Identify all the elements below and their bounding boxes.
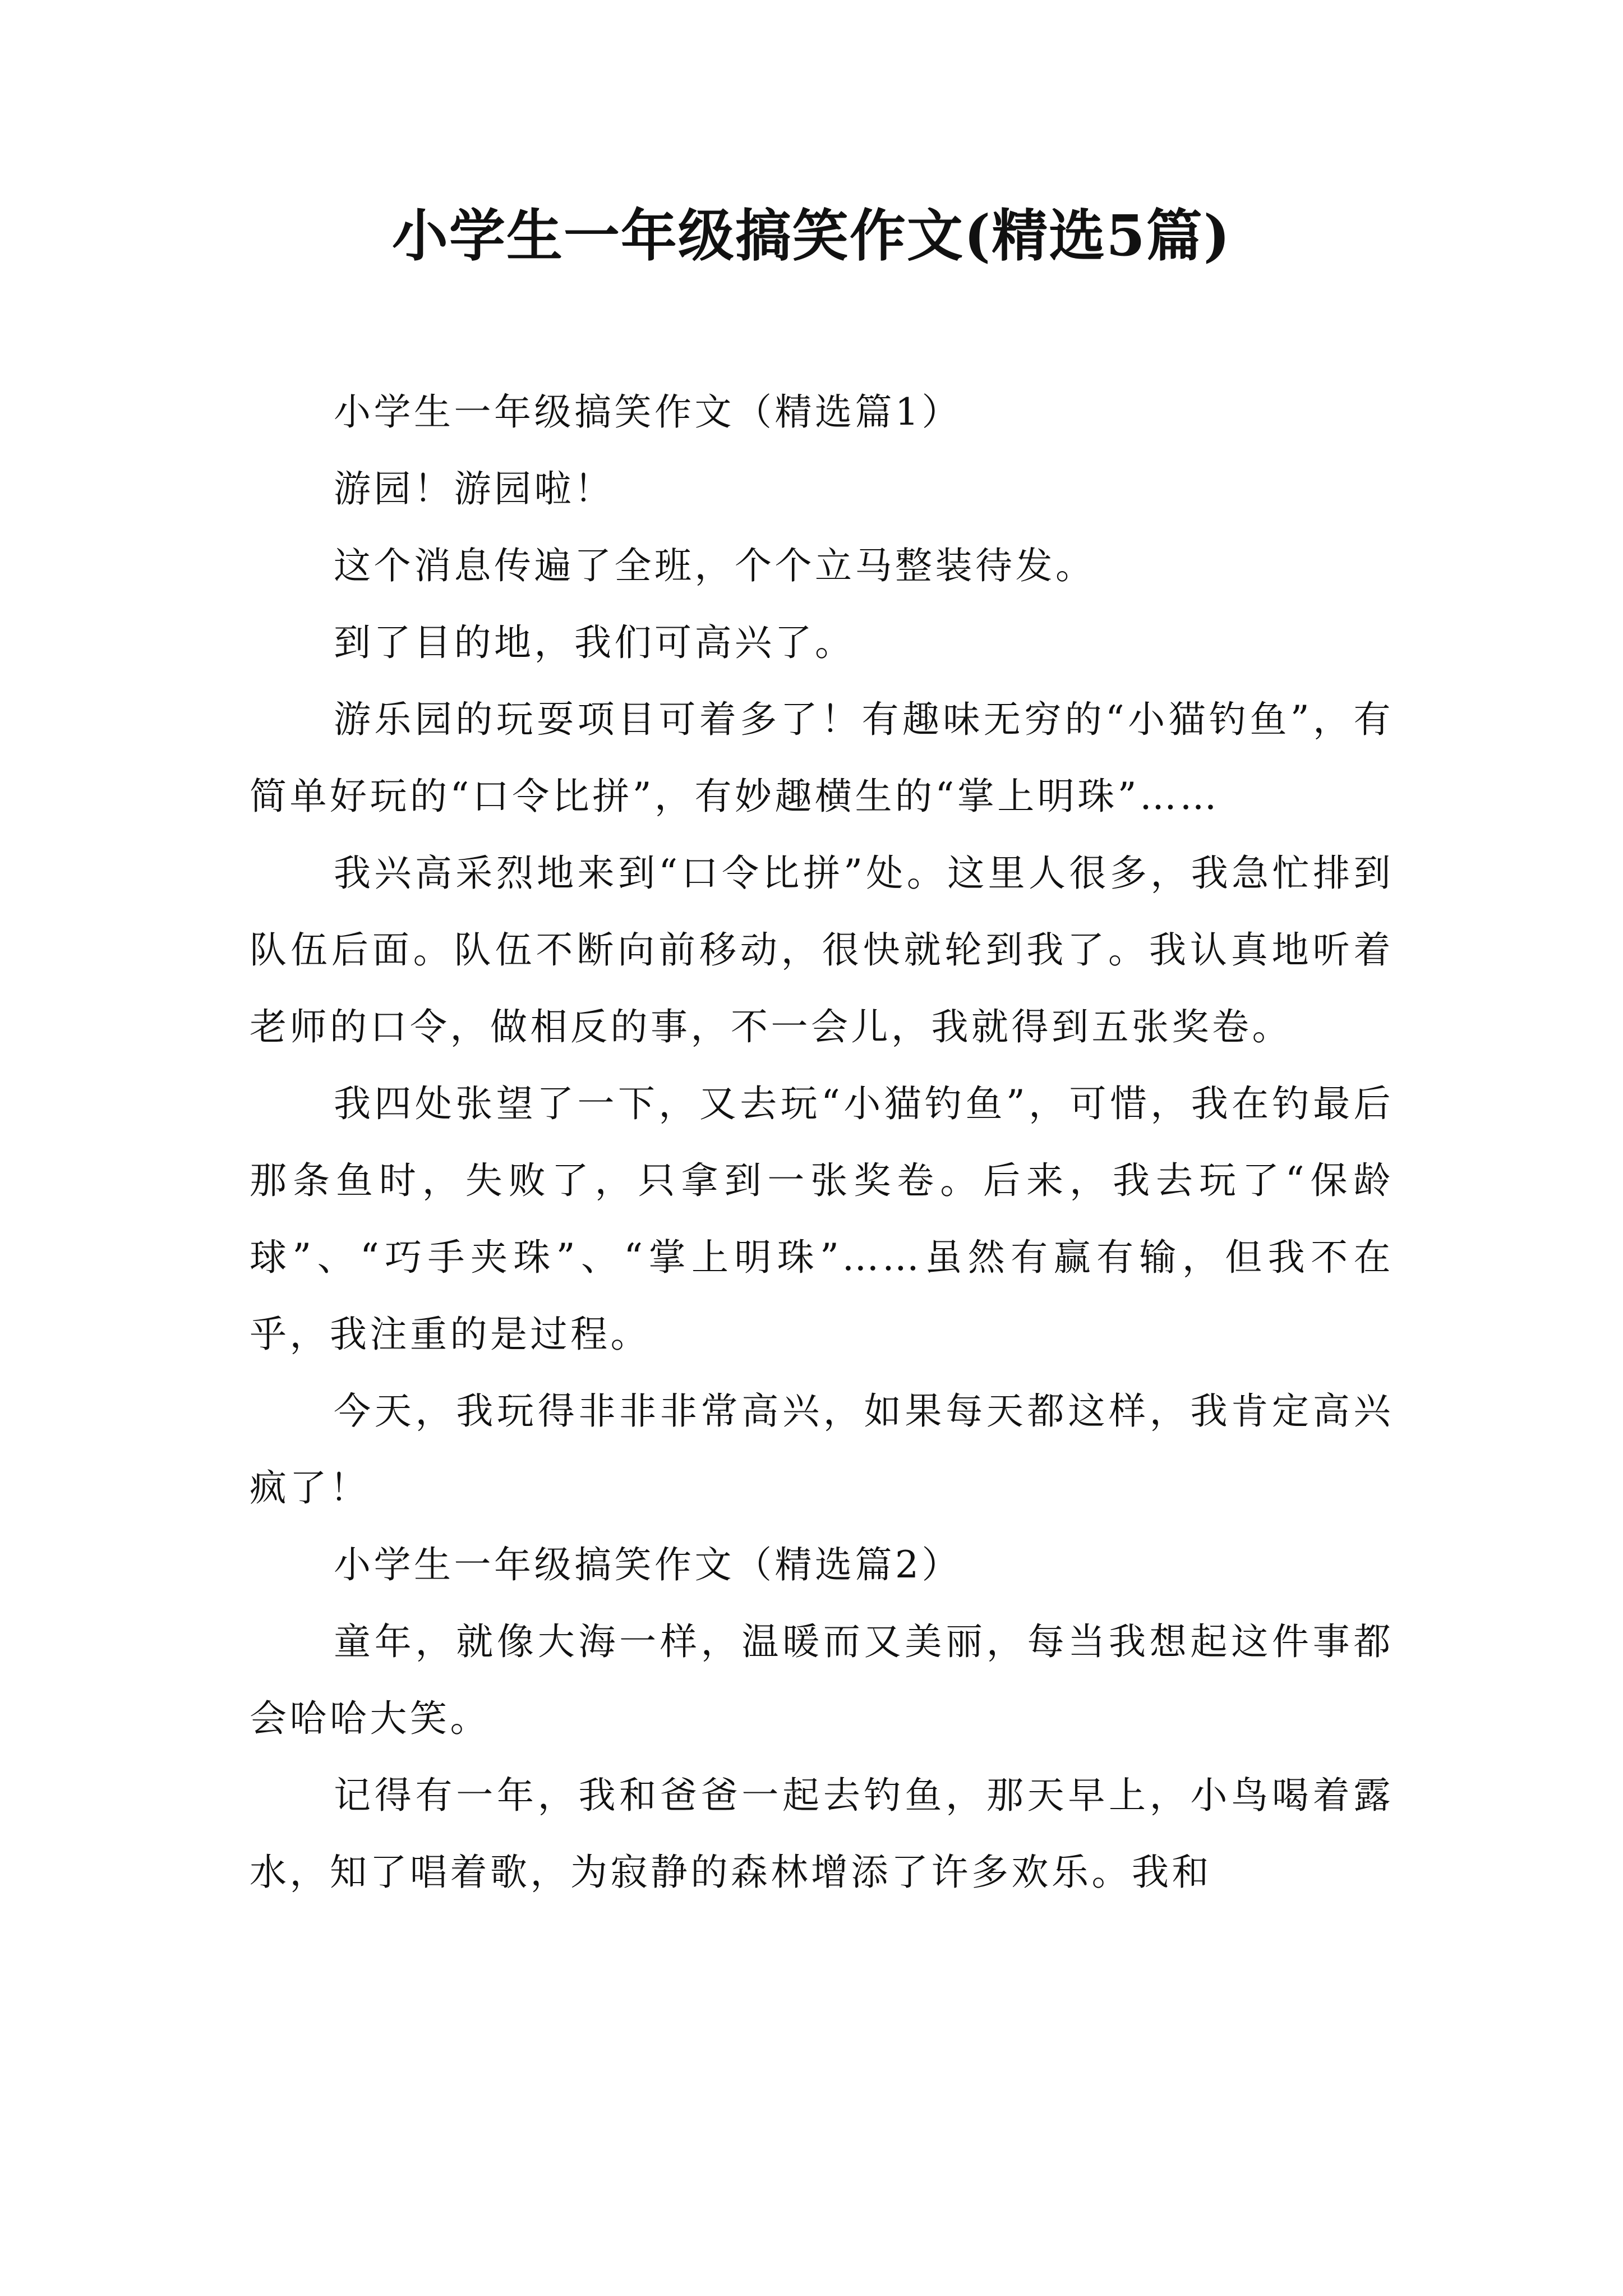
body-paragraph: 我四处张望了一下，又去玩“小猫钓鱼”，可惜，我在钓最后那条鱼时，失败了，只拿到一张奖卷。后来，我去玩了“保龄球”、“巧手夹珠”、“掌上明珠”……虽然有赢有输，但我不在乎，我注重的是过程。 <box>250 1082 1394 1356</box>
body-paragraph: 童年，就像大海一样，温暖而又美丽，每当我想起这件事都会哈哈大笑。 <box>250 1620 1394 1740</box>
body-paragraph: 我兴高采烈地来到“口令比拼”处。这里人很多，我急忙排到队伍后面。队伍不断向前移动，很快就轮到我了。我认真地听着老师的口令，做相反的事，不一会儿，我就得到五张奖卷。 <box>250 852 1394 1048</box>
body-paragraph: 今天，我玩得非非非常高兴，如果每天都这样，我肯定高兴疯了！ <box>250 1389 1394 1510</box>
body-paragraph: 游园！游园啦！ <box>334 467 615 510</box>
document-title: 小学生一年级搞笑作文(精选5篇) <box>391 203 1232 269</box>
body-paragraph: 记得有一年，我和爸爸一起去钓鱼，那天早上，小鸟喝着露水，知了唱着歌，为寂静的森林增添了许多欢乐。我和 <box>250 1774 1394 1894</box>
section-heading-2: 小学生一年级搞笑作文（精选篇2） <box>334 1543 962 1586</box>
section-heading-1: 小学生一年级搞笑作文（精选篇1） <box>334 390 962 434</box>
document-body <box>250 374 1394 1911</box>
body-paragraph: 游乐园的玩耍项目可着多了！有趣味无穷的“小猫钓鱼”，有简单好玩的“口令比拼”，有妙趣横生的“掌上明珠”…… <box>250 698 1394 818</box>
body-paragraph: 这个消息传遍了全班，个个立马整装待发。 <box>334 544 1096 587</box>
body-paragraph: 到了目的地，我们可高兴了。 <box>334 621 855 664</box>
